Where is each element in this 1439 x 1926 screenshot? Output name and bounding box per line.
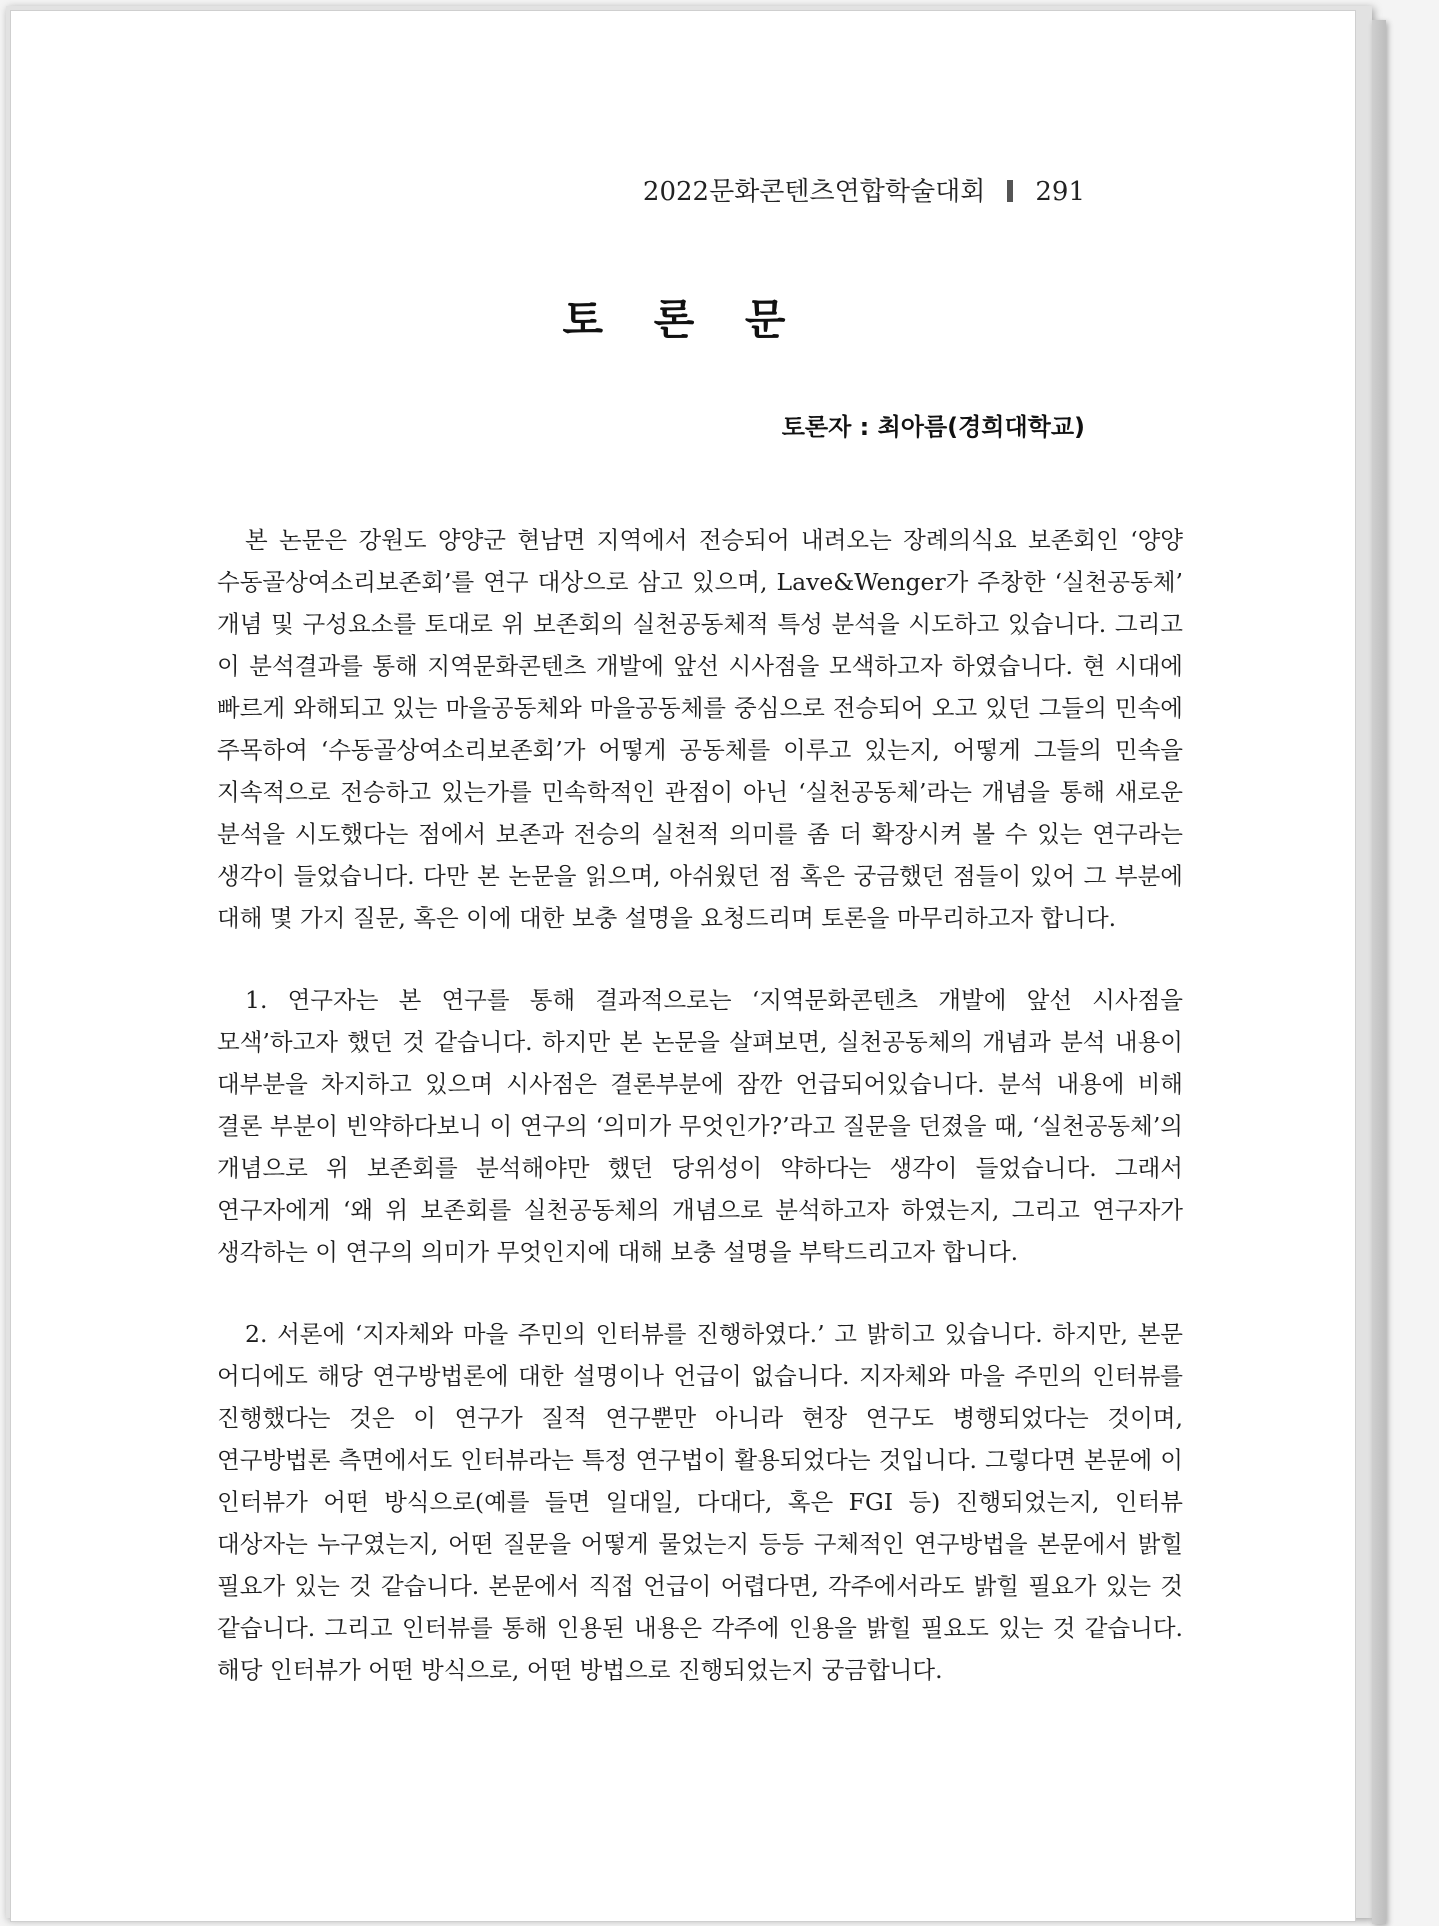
paragraph-intro: 본 논문은 강원도 양양군 현남면 지역에서 전승되어 내려오는 장례의식요 보존회인 ‘양양 수동골상여소리보존회’를 연구 대상으로 삼고 있으며, Lave&Wenger가 주창한 ‘실천공동체’ 개념 및 구성요소를 토대로 위 보존회의 실천공동체적 특성 분석을 시도하고 있습니다. 그리고 이 분석결과를 통해 지역문화콘텐츠 개발에 앞선 시사점을 모색하고자 하였습니다. 현 시대에 빠르게 와해되고 있는 마을공동체와 마을공동체를 중심으로 전승되어 오고 있던 그들의 민속에 주목하여 ‘수동골상여소리보존회’가 어떻게 공동체를 이루고 있는지, 어떻게 그들의 민속을 지속적으로 전승하고 있는가를 민속학적인 관점이 아닌 ‘실천공동체’라는 개념을 통해 새로운 분석을 시도했다는 점에서 보존과 전승의 실천적 의미를 좀 더 확장시켜 볼 수 있는 연구라는 생각이 들었습니다. 다만 본 논문을 읽으며, 아쉬웠던 점 혹은 궁금했던 점들이 있어 그 부분에 대해 몇 가지 질문, 혹은 이에 대한 보충 설명을 요청드리며 토론을 마무리하고자 합니다. <box>217 526 1183 932</box>
page-stack <box>6 6 1372 1918</box>
running-header <box>643 171 1085 208</box>
discussant-line: 토론자 : 최아름(경희대학교) <box>781 413 1085 441</box>
document-body <box>217 519 1183 1731</box>
conference-name: 2022문화콘텐츠연합학술대회 <box>642 177 986 207</box>
document-title: 토 론 문 <box>562 295 804 344</box>
paragraph-question-2: 2. 서론에 ‘지자체와 마을 주민의 인터뷰를 진행하였다.’ 고 밝히고 있습니다. 하지만, 본문 어디에도 해당 연구방법론에 대한 설명이나 언급이 없습니다. 지자체와 마을 주민의 인터뷰를 진행했다는 것은 이 연구가 질적 연구뿐만 아니라 현장 연구도 병행되었다는 것이며, 연구방법론 측면에서도 인터뷰라는 특정 연구법이 활용되었다는 것입니다. 그렇다면 본문에 이 인터뷰가 어떤 방식으로(예를 들면 일대일, 다대다, 혹은 FGI 등) 진행되었는지, 인터뷰 대상자는 누구였는지, 어떤 질문을 어떻게 물었는지 등등 구체적인 연구방법을 본문에서 밝힐 필요가 있는 것 같습니다. 본문에서 직접 언급이 어렵다면, 각주에서라도 밝힐 필요가 있는 것 같습니다. 그리고 인터뷰를 통해 인용된 내용은 각주에 인용을 밝힐 필요도 있는 것 같습니다. 해당 인터뷰가 어떤 방식으로, 어떤 방법으로 진행되었는지 궁금합니다. <box>217 1320 1183 1684</box>
page-number: 291 <box>1035 177 1085 207</box>
paragraph-question-1: 1. 연구자는 본 연구를 통해 결과적으로는 ‘지역문화콘텐츠 개발에 앞선 시사점을 모색’하고자 했던 것 같습니다. 하지만 본 논문을 살펴보면, 실천공동체의 개념과 분석 내용이 대부분을 차지하고 있으며 시사점은 결론부분에 잠깐 언급되어있습니다. 분석 내용에 비해 결론 부분이 빈약하다보니 이 연구의 ‘의미가 무엇인가?’라고 질문을 던졌을 때, ‘실천공동체’의 개념으로 위 보존회를 분석해야만 했던 당위성이 약하다는 생각이 들었습니다. 그래서 연구자에게 ‘왜 위 보존회를 실천공동체의 개념으로 분석하고자 하였는지, 그리고 연구자가 생각하는 이 연구의 의미가 무엇인지에 대해 보충 설명을 부탁드리고자 합니다. <box>217 986 1183 1266</box>
header-separator-bar <box>1007 180 1013 202</box>
document-page <box>10 10 1356 1922</box>
